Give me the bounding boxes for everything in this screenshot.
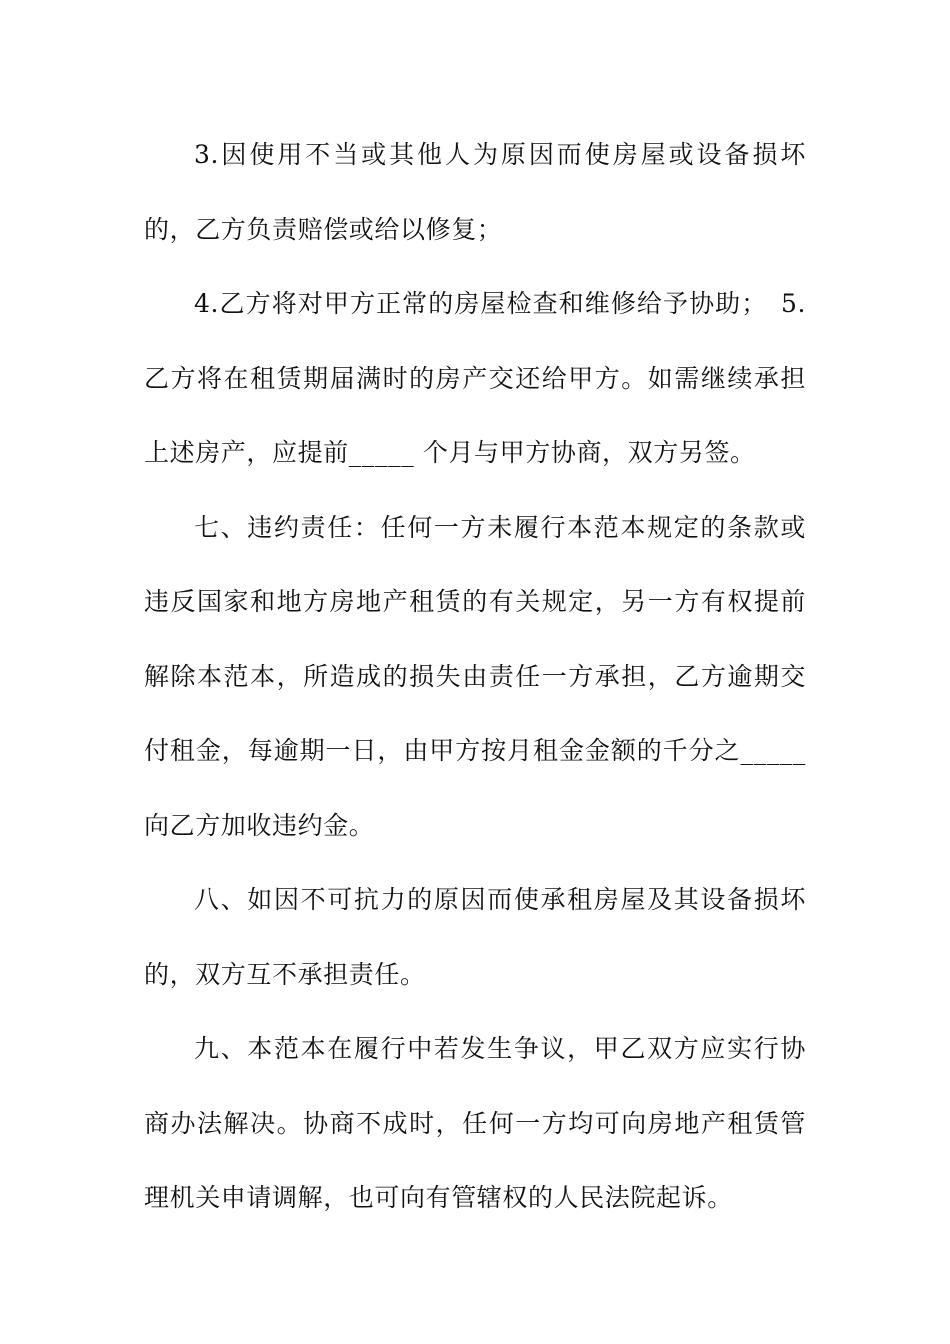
clause-paragraph-liability: 七、违约责任：任何一方未履行本范本规定的条款或违反国家和地方房地产租赁的有关规定，另一方有权提前解除本范本，所造成的损失由责任一方承担，乙方逾期交付租金，每逾期一日，由甲方按月租金金额的千分之_____ 向乙方加收违约金。 xyxy=(144,512,806,840)
document-body xyxy=(144,118,806,1236)
clause-paragraph-inspection-return: 4.乙方将对甲方正常的房屋检查和维修给予协助； 5.乙方将在租赁期届满时的房产交还给甲方。如需继续承担上述房产，应提前_____ 个月与甲方协商，双方另签。 xyxy=(144,289,806,467)
clause-paragraph-damage-repair: 3.因使用不当或其他人为原因而使房屋或设备损坏的，乙方负责赔偿或给以修复； xyxy=(144,140,806,244)
clause-paragraph-dispute: 九、本范本在履行中若发生争议，甲乙双方应实行协商办法解决。协商不成时，任何一方均可向房地产租赁管理机关申请调解，也可向有管辖权的人民法院起诉。 xyxy=(144,1034,806,1212)
clause-paragraph-force-majeure: 八、如因不可抗力的原因而使承租房屋及其设备损坏的，双方互不承担责任。 xyxy=(144,885,806,989)
